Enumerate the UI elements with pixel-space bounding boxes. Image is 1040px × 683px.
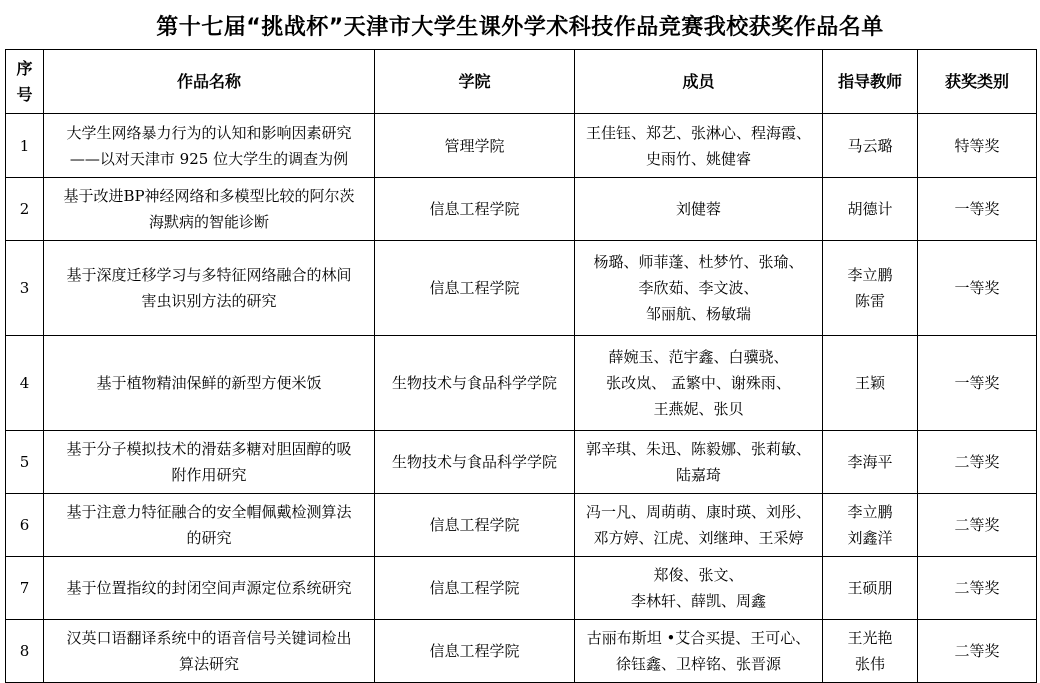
advisor-line: 王颖	[854, 374, 885, 392]
table-row	[6, 114, 1037, 178]
members-line: 薛婉玉、范宇鑫、白骥骁、	[608, 348, 789, 366]
table-row	[6, 178, 1037, 241]
work-line: 算法研究	[178, 655, 239, 673]
members-line: 王佳钰、郑艺、张淋心、程海霞、	[585, 123, 811, 142]
cell-no: 2	[6, 178, 44, 241]
cell-advisor	[823, 620, 918, 683]
members-line: 刘健蓉	[675, 200, 721, 218]
members-line: 冯一凡、周萌萌、康时瑛、刘彤、	[585, 503, 811, 521]
table-row	[6, 431, 1037, 494]
cell-work	[44, 114, 375, 178]
page-title: 第十七届“挑战杯”天津市大学生课外学术科技作品竞赛我校获奖作品名单	[156, 15, 884, 40]
awards-table	[5, 49, 1037, 683]
advisor-line: 陈雷	[854, 292, 885, 310]
header-college: 学院	[375, 50, 575, 114]
cell-members	[575, 557, 823, 620]
members-line: 邓方婷、江虎、刘继珅、王采婷	[593, 529, 804, 547]
cell-advisor	[823, 431, 918, 494]
cell-members	[575, 494, 823, 557]
work-line: 大学生网络暴力行为的认知和影响因素研究	[66, 123, 352, 142]
header-no-line: 序	[16, 58, 33, 78]
header-award: 获奖类别	[918, 50, 1037, 114]
members-line: 张改岚、 孟繁中、谢殊雨、	[606, 374, 791, 392]
cell-advisor	[823, 178, 918, 241]
cell-members	[575, 114, 823, 178]
members-line: 陆嘉琦	[675, 466, 721, 484]
members-line: 李欣茹、李文波、	[638, 279, 759, 297]
work-line: 的研究	[186, 529, 232, 547]
cell-work	[44, 620, 375, 683]
cell-advisor	[823, 557, 918, 620]
members-line: 郑俊、张文、	[653, 566, 744, 584]
members-line: 古丽布斯坦 •艾合买提、王可心、	[586, 629, 811, 647]
cell-college: 生物技术与食品科学学院	[375, 431, 575, 494]
cell-members	[575, 241, 823, 336]
cell-no: 6	[6, 494, 44, 557]
cell-work	[44, 336, 375, 431]
work-line: 基于分子模拟技术的滑菇多糖对胆固醇的吸	[66, 440, 352, 458]
cell-no: 1	[6, 114, 44, 178]
cell-members	[575, 431, 823, 494]
work-line: ——以对天津市 925 位大学生的调查为例	[69, 149, 349, 168]
cell-college: 信息工程学院	[375, 494, 575, 557]
advisor-line: 胡德计	[847, 200, 893, 218]
advisor-line: 张伟	[854, 655, 885, 673]
cell-award: 二等奖	[918, 431, 1037, 494]
members-line: 邹丽航、杨敏瑞	[645, 305, 751, 323]
cell-advisor	[823, 114, 918, 178]
cell-work	[44, 241, 375, 336]
cell-award: 二等奖	[918, 557, 1037, 620]
members-line: 杨璐、师菲蓬、杜梦竹、张瑜、	[593, 253, 804, 271]
work-line: 基于深度迁移学习与多特征网络融合的林间	[66, 266, 352, 284]
cell-work	[44, 431, 375, 494]
cell-members	[575, 336, 823, 431]
work-line: 汉英口语翻译系统中的语音信号关键词检出	[66, 629, 352, 647]
cell-college: 管理学院	[375, 114, 575, 178]
cell-no: 8	[6, 620, 44, 683]
cell-award: 一等奖	[918, 178, 1037, 241]
work-line: 基于植物精油保鲜的新型方便米饭	[96, 374, 322, 392]
work-line: 海默病的智能诊断	[148, 213, 269, 231]
cell-members	[575, 620, 823, 683]
members-line: 徐钰鑫、卫梓铭、张晋源	[615, 655, 781, 673]
cell-no: 7	[6, 557, 44, 620]
header-no-line: 号	[16, 84, 33, 104]
advisor-line: 刘鑫洋	[847, 529, 893, 547]
advisor-line: 李海平	[847, 453, 893, 471]
work-line: 基于位置指纹的封闭空间声源定位系统研究	[66, 579, 352, 597]
cell-college: 信息工程学院	[375, 178, 575, 241]
cell-advisor	[823, 494, 918, 557]
table-row	[6, 494, 1037, 557]
cell-advisor	[823, 241, 918, 336]
cell-work	[44, 494, 375, 557]
members-line: 郭辛琪、朱迅、陈毅娜、张莉敏、	[585, 440, 811, 458]
cell-no: 5	[6, 431, 44, 494]
advisor-line: 李立鹏	[847, 266, 893, 284]
members-line: 李林轩、薛凯、周鑫	[630, 592, 766, 610]
table-row	[6, 336, 1037, 431]
table-header-row	[6, 50, 1037, 114]
cell-college: 信息工程学院	[375, 620, 575, 683]
work-line: 附作用研究	[171, 466, 247, 484]
work-line: 基于改进BP神经网络和多模型比较的阿尔茨	[63, 187, 355, 205]
cell-award: 一等奖	[918, 241, 1037, 336]
table-row	[6, 620, 1037, 683]
table-row	[6, 241, 1037, 336]
cell-award: 特等奖	[918, 114, 1037, 178]
advisor-line: 王光艳	[847, 629, 893, 647]
cell-no: 4	[6, 336, 44, 431]
cell-award: 二等奖	[918, 494, 1037, 557]
cell-no: 3	[6, 241, 44, 336]
cell-work	[44, 557, 375, 620]
advisor-line: 马云璐	[847, 136, 893, 155]
cell-college: 信息工程学院	[375, 557, 575, 620]
work-line: 害虫识别方法的研究	[141, 292, 277, 310]
header-no	[6, 50, 44, 114]
cell-members	[575, 178, 823, 241]
cell-award: 一等奖	[918, 336, 1037, 431]
header-members: 成员	[575, 50, 823, 114]
work-line: 基于注意力特征融合的安全帽佩戴检测算法	[66, 503, 352, 521]
cell-work	[44, 178, 375, 241]
header-advisor: 指导教师	[823, 50, 918, 114]
advisor-line: 李立鹏	[847, 503, 893, 521]
members-line: 王燕妮、张贝	[653, 400, 744, 418]
advisor-line: 王硕朋	[847, 579, 893, 597]
header-work: 作品名称	[44, 50, 375, 114]
table-row	[6, 557, 1037, 620]
cell-college: 生物技术与食品科学学院	[375, 336, 575, 431]
members-line: 史雨竹、姚健睿	[645, 149, 751, 168]
cell-award: 二等奖	[918, 620, 1037, 683]
cell-advisor	[823, 336, 918, 431]
cell-college: 信息工程学院	[375, 241, 575, 336]
